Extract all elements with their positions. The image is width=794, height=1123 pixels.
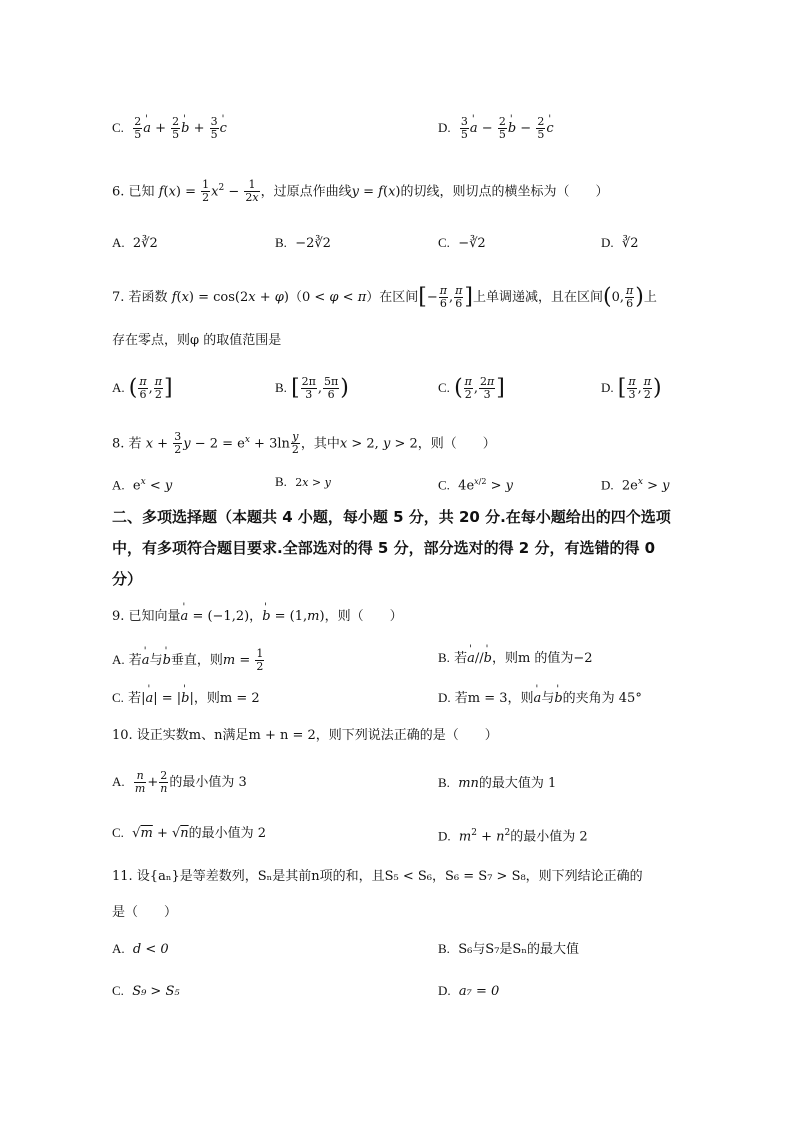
q9-option-d: D. 若m = 3，则' a与' b的夹角为 45° (438, 688, 642, 709)
q11-option-c: C. S₉ > S₅ (112, 983, 180, 999)
q9-option-b: B. 若' a//' b，则m 的值为−2 (438, 648, 593, 669)
q8-option-b: B. 2x > y (275, 474, 331, 489)
section-title-multiple-choice: 二、多项选择题（本题共 4 小题，每小题 5 分，共 20 分.在每小题给出的四个选项中，有多项符合题目要求.全部选对的得 5 分，部分选对的得 2 分，有选错的得 0 分） (112, 508, 671, 588)
q7-stem: 7. 若函数 f(x) = cos(2x + φ)（0 < φ < π）在区间[− $\frac{\pi}{6}$ , $\frac{\pi}{6}$ ]上单调递减，且在区间(0, $\frac{\pi}{6}$ )上 (112, 284, 657, 310)
q6-option-b: B. −2∛2 (275, 235, 331, 251)
q7-stem-line2: 存在零点，则φ 的取值范围是 (112, 333, 282, 348)
q7-option-b: B. [ $\frac{2\pi}{3}$ , $\frac{5\pi}{6}$ ) (275, 375, 349, 401)
q5-option-c: C. $\frac{2}{5}$ ' a + $\frac{2}{5}$ ' b + $\frac{3}{5}$ ' c (112, 116, 227, 141)
q7-option-c: C. ( $\frac{\pi}{2}$ , $\frac{2\pi}{3}$ ] (438, 375, 505, 401)
q11-option-b: B. S₆与S₇是Sₙ的最大值 (438, 941, 579, 957)
q9-option-c: C. 若|' a| = |' b|，则m = 2 (112, 688, 260, 709)
q7-option-d: D. [ $\frac{\pi}{3}$ , $\frac{\pi}{2}$ ) (601, 375, 662, 401)
q8-option-d: D. $2e^x > y$ (601, 477, 670, 494)
q11-option-a: A. d < 0 (112, 941, 169, 957)
q8-option-a: A. $e^x < y$ (112, 477, 173, 494)
q6-option-d: D. ∛2 (601, 235, 639, 251)
q11-stem: 11. 设{aₙ}是等差数列，Sₙ是其前n项的和，且S₅ < S₆，S₆ = S₇ > S₈，则下列结论正确的 (112, 869, 643, 884)
q8-option-c: C. $4e^{x/2} > y$ (438, 477, 513, 494)
q10-option-c: C. √m + √n的最小值为 2 (112, 825, 267, 841)
q6-option-a: A. 2∛2 (112, 235, 158, 251)
q9-option-a: A. 若' a与' b垂直，则m = $\frac{1}{2}$ (112, 648, 265, 673)
q10-option-a: A. $\frac{n}{m}$ + $\frac{2}{n}$ 的最小值为 3 (112, 769, 247, 795)
q11-option-d: D. a₇ = 0 (438, 983, 500, 999)
q7-option-a: A. ( $\frac{\pi}{6}$ , $\frac{\pi}{2}$ ] (112, 375, 173, 401)
q9-stem: 9. 已知向量' a = (−1,2)，' b = (1,m)，则（ ） (112, 607, 403, 627)
q10-option-d: D. $m^2 + n^2$的最小值为 2 (438, 828, 588, 845)
q6-option-c: C. −∛2 (438, 235, 486, 251)
q10-option-b: B. mn的最大值为 1 (438, 775, 557, 791)
q6-stem: 6. 已知 f(x) = $\frac{1}{2}$ $x^2$ − $\frac{1}{2x}$ ，过原点作曲线y = f(x)的切线，则切点的横坐标为（ ） (112, 178, 609, 205)
q8-stem: 8. 若 x + $\frac{3}{2}$ $y - 2 = e^x + 3\ln$ $\frac{y}{2}$ ，其中x > 2, y > 2，则（ ） (112, 430, 496, 457)
q10-stem: 10. 设正实数m、n满足m + n = 2，则下列说法正确的是（ ） (112, 728, 498, 743)
q11-stem-line2: 是（ ） (112, 905, 178, 920)
q5-option-d: D. $\frac{3}{5}$ ' a − $\frac{2}{5}$ ' b − $\frac{2}{5}$ ' c (438, 116, 554, 141)
